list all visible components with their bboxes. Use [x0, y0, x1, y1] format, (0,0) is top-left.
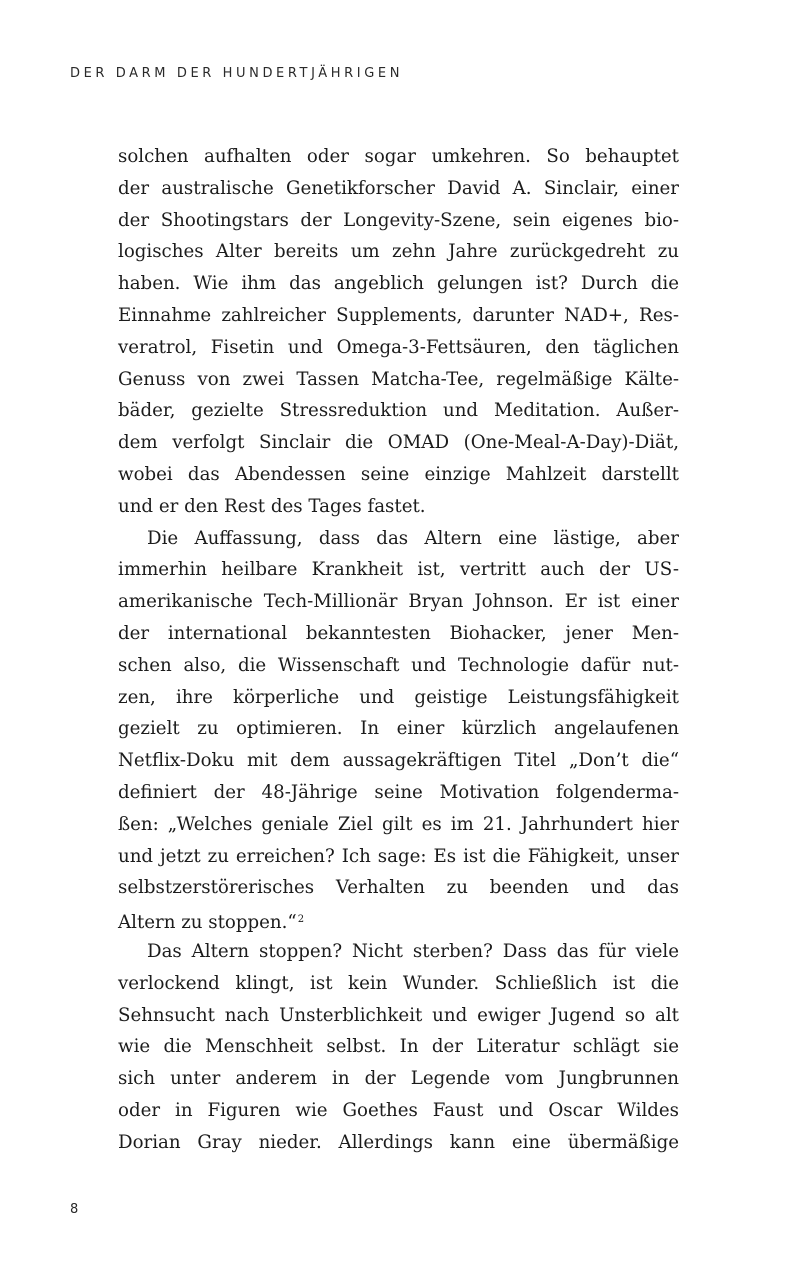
text-line: selbstzerstörerisches Verhalten zu beenden und das — [118, 877, 679, 899]
text-line: Die Auffassung, dass das Altern eine lästige, aber — [147, 527, 679, 549]
text-line: wobei das Abendessen seine einzige Mahlzeit darstellt — [118, 463, 679, 485]
text-line: der international bekanntesten Biohacker, jener Men- — [118, 622, 679, 644]
text-line: Das Altern stoppen? Nicht sterben? Dass das für viele — [147, 940, 679, 962]
running-head: DER DARM DER HUNDERTJÄHRIGEN — [70, 66, 404, 81]
text-line: Einnahme zahlreicher Supplements, darunter NAD+, Res- — [118, 304, 679, 326]
text-line: oder in Figuren wie Goethes Faust und Oscar Wildes — [118, 1099, 679, 1121]
text-line: Netflix-Doku mit dem aussagekräftigen Titel „Don’t die“ — [118, 750, 679, 772]
paragraph — [118, 141, 679, 523]
text-line: Dorian Gray nieder. Allerdings kann eine übermäßige — [118, 1131, 679, 1153]
text-line: ßen: „Welches geniale Ziel gilt es im 21. Jahrhundert hier — [118, 813, 679, 835]
text-line: gezielt zu optimieren. In einer kürzlich angelaufenen — [118, 718, 679, 740]
text-line: und er den Rest des Tages fastet. — [118, 495, 426, 517]
page-number: 8 — [70, 1202, 79, 1217]
text-line: definiert der 48-Jährige seine Motivation folgenderma- — [118, 781, 679, 803]
text-line: der Shootingstars der Longevity-Szene, sein eigenes bio- — [118, 209, 679, 231]
text-line: verlockend klingt, ist kein Wunder. Schließlich ist die — [118, 972, 679, 994]
text-line: sich unter anderem in der Legende vom Jungbrunnen — [118, 1068, 679, 1090]
text-line: amerikanische Tech-Millionär Bryan Johnson. Er ist einer — [118, 591, 679, 613]
text-line: logisches Alter bereits um zehn Jahre zurückgedreht zu — [118, 241, 679, 263]
text-line: veratrol, Fisetin und Omega-3-Fettsäuren, den täglichen — [118, 336, 679, 358]
text-line: der australische Genetikforscher David A. Sinclair, einer — [118, 177, 679, 199]
text-line: Altern zu stoppen.“$^2$ — [118, 912, 305, 934]
text-line: solchen aufhalten oder sogar umkehren. So behauptet — [118, 146, 679, 167]
text-line: und jetzt zu erreichen? Ich sage: Es ist die Fähigkeit, unser — [118, 845, 679, 867]
text-line: wie die Menschheit selbst. In der Literatur schlägt sie — [118, 1036, 679, 1058]
text-line: Genuss von zwei Tassen Matcha-Tee, regelmäßige Kälte- — [118, 368, 679, 390]
paragraph — [118, 936, 679, 1159]
text-line: dem verfolgt Sinclair die OMAD (One-Meal-A-Day)-Diät, — [118, 432, 679, 454]
body-text — [118, 141, 679, 1159]
footnote-mark: 2 — [297, 914, 305, 926]
text-line: immerhin heilbare Krankheit ist, vertritt auch der US- — [118, 559, 679, 581]
text-line: schen also, die Wissenschaft und Technologie dafür nut- — [118, 654, 679, 676]
text-line: haben. Wie ihm das angeblich gelungen ist? Durch die — [118, 273, 679, 295]
text-line: Sehnsucht nach Unsterblichkeit und ewiger Jugend so alt — [118, 1004, 679, 1026]
text-line: zen, ihre körperliche und geistige Leistungsfähigkeit — [118, 686, 679, 708]
text-line: bäder, gezielte Stressreduktion und Meditation. Außer- — [118, 400, 679, 422]
paragraph — [118, 523, 679, 936]
